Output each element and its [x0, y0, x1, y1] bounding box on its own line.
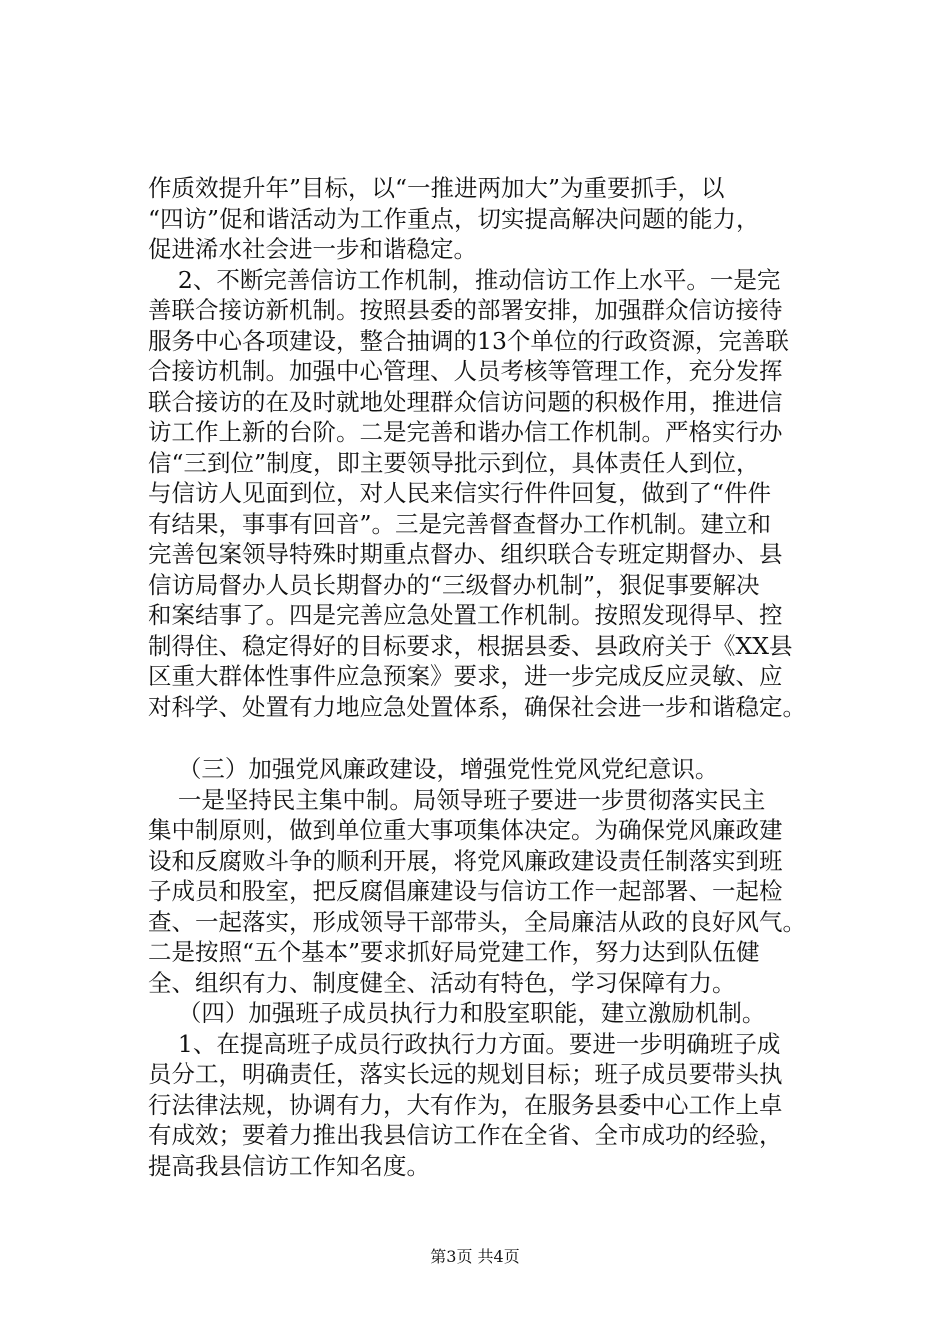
- text-line: 集中制原则，做到单位重大事项集体决定。为确保党风廉政建: [148, 816, 783, 844]
- text-line: 对科学、处置有力地应急处置体系，确保社会进一步和谐稳定。: [148, 692, 806, 721]
- text-line: 和案结事了。四是完善应急处置工作机制。按照发现得早、控: [148, 601, 783, 629]
- text-line: 完善包案领导特殊时期重点督办、组织联合专班定期督办、县: [148, 540, 783, 568]
- text-line: 制得住、稳定得好的目标要求，根据县委、县政府关于《XX县: [148, 631, 793, 660]
- text-line: 有结果，事事有回音”。三是完善督查督办工作机制。建立和: [148, 509, 772, 538]
- text-line: 有成效；要着力推出我县信访工作在全省、全市成功的经验，: [148, 1121, 783, 1149]
- text-line: 善联合接访新机制。按照县委的部署安排，加强群众信访接待: [148, 296, 783, 324]
- text-line: 二是按照“五个基本”要求抓好局党建工作，努力达到队伍健: [148, 938, 760, 966]
- text-line: 2、不断完善信访工作机制，推动信访工作上水平。一是完: [148, 265, 781, 294]
- text-line: 查、一起落实，形成领导干部带头，全局廉洁从政的良好风气。: [148, 907, 806, 936]
- text-line: 信访局督办人员长期督办的“三级督办机制”，狠促事要解决: [148, 570, 760, 599]
- page-number-label: 第3页 共4页: [430, 1247, 520, 1266]
- page-footer: [0, 1247, 950, 1267]
- text-line: 提高我县信访工作知名度。: [148, 1151, 430, 1180]
- paragraph-gap: [148, 722, 848, 754]
- text-line: 子成员和股室，把反腐倡廉建设与信访工作一起部署、一起检: [148, 877, 783, 905]
- text-line: 合接访机制。加强中心管理、人员考核等管理工作，充分发挥: [148, 357, 783, 385]
- text-line: 作质效提升年”目标，以“一推进两加大”为重要抓手，以: [148, 174, 725, 202]
- text-line: “四访”促和谐活动为工作重点，切实提高解决问题的能力，: [148, 204, 760, 233]
- text-line: 促进浠水社会进一步和谐稳定。: [148, 235, 477, 263]
- text-line: 1、在提高班子成员行政执行力方面。要进一步明确班子成: [148, 1029, 781, 1058]
- text-line: 全、组织有力、制度健全、活动有特色，学习保障有力。: [148, 968, 736, 997]
- section-party-conduct: [148, 754, 848, 1181]
- text-line: 与信访人见面到位，对人民来信实行件件回复，做到了“件件: [148, 479, 772, 507]
- section-heading: （三）加强党风廉政建设，增强党性党风党纪意识。: [148, 755, 719, 783]
- section-letters-mechanism: [148, 173, 848, 722]
- text-line: 一是坚持民主集中制。局领导班子要进一步贯彻落实民主: [148, 785, 766, 814]
- text-line: 区重大群体性事件应急预案》要求，进一步完成反应灵敏、应: [148, 662, 783, 690]
- text-line: 员分工，明确责任，落实长远的规划目标；班子成员要带头执: [148, 1060, 783, 1088]
- section-heading: （四）加强班子成员执行力和股室职能，建立激励机制。: [148, 999, 766, 1027]
- document-body: [148, 173, 848, 1181]
- text-line: 设和反腐败斗争的顺利开展，将党风廉政建设责任制落实到班: [148, 846, 783, 875]
- text-line: 服务中心各项建设，整合抽调的13个单位的行政资源，完善联: [148, 326, 789, 355]
- text-line: 联合接访的在及时就地处理群众信访问题的积极作用，推进信: [148, 387, 783, 416]
- text-line: 访工作上新的台阶。二是完善和谐办信工作机制。严格实行办: [148, 418, 783, 446]
- text-line: 行法律法规，协调有力，大有作为，在服务县委中心工作上卓: [148, 1090, 783, 1119]
- text-line: 信“三到位”制度，即主要领导批示到位，具体责任人到位，: [148, 448, 760, 477]
